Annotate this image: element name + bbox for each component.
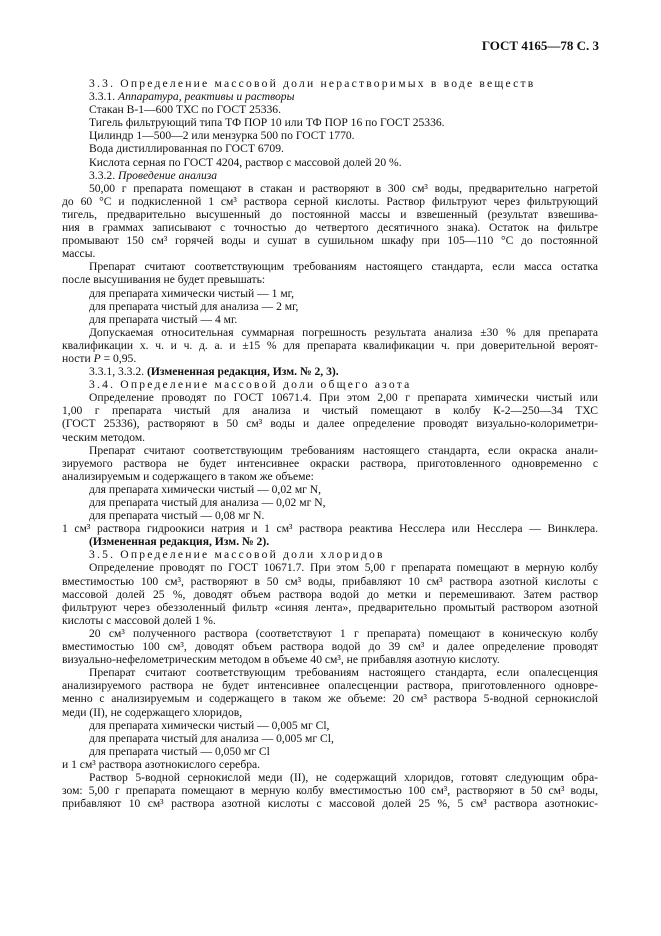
text-run: промывают 150 см³ горячей воды и сушат в сушильном шкафу при 105—110 °С до постоянной [62, 234, 598, 248]
text-line [62, 732, 598, 745]
text-run: зируемого раствора не будет интенсивнее окраски раствора, приготовленного одновременно с [62, 456, 598, 470]
section-heading [62, 77, 598, 90]
text-line [62, 640, 598, 653]
text-line [62, 273, 598, 286]
text-line [62, 287, 598, 300]
subheading-text: P [93, 351, 101, 365]
text-line [62, 483, 598, 496]
text-run: вместимостью 100 см³, доводят объем раствора водой до 39 см³ и далее определение проводят [62, 640, 598, 654]
text-line [62, 784, 598, 797]
text-line [62, 575, 598, 588]
text-run: фильтруют через обеззоленный фильтр «синяя лента», предварительно промытый раствором азотной [62, 600, 598, 614]
text-line [62, 313, 598, 326]
text-run: Вода дистиллированная по ГОСТ 6709. [89, 142, 284, 156]
text-line [62, 444, 598, 457]
text-run: вместимостью 100 см³, растворяют в 50 см³ воды, прибавляют 10 см³ раствора азотной кислоты с [62, 574, 598, 588]
text-run: для препарата чистый для анализа — 2 мг, [89, 299, 299, 313]
text-line [62, 496, 598, 509]
text-line [62, 561, 598, 574]
text-line [62, 90, 598, 103]
text-run: Определение проводят по ГОСТ 10671.4. При этом 2,00 г препарата химически чистый или [89, 391, 598, 405]
text-line [62, 116, 598, 129]
text-run: Раствор 5-водной сернокислой меди (II), не содержащий хлоридов, готовят следующим обра- [89, 770, 598, 784]
text-run: кислоты с массовой долей 1 %. [62, 613, 216, 627]
text-run: ности [62, 351, 94, 365]
text-line [62, 745, 598, 758]
text-run: 3.3. Определение массовой доли нерастворимых в воде веществ [89, 77, 536, 90]
text-run: для препарата химически чистый — 0,02 мг N, [89, 482, 322, 496]
text-line [62, 679, 598, 692]
text-run: 50,00 г препарата помещают в стакан и растворяют в 300 см³ воды, предварительно нагретой [89, 181, 598, 195]
text-run: массовой долей 25 %, доводят объем раствора водой до метки и перемешивают. Затем раствор [62, 587, 598, 601]
page-header: ГОСТ 4165—78 С. 3 [481, 38, 599, 53]
text-line [62, 391, 598, 404]
text-line [62, 535, 598, 548]
text-run: до 60 °С и подкисленной 1 см³ раствора серной кислоты. Раствор фильтруют через фильтрующий [62, 194, 598, 208]
text-run: Цилиндр 1—500—2 или мензурка 500 по ГОСТ 1770. [89, 129, 355, 143]
text-run: Тигель фильтрующий типа ТФ ПОР 10 или ТФ ПОР 16 по ГОСТ 25336. [89, 116, 445, 130]
subheading-text: Проведение анализа [117, 168, 218, 182]
text-line [62, 365, 598, 378]
text-run: анализируемого раствора не будет интенсивнее опалесценции раствора, приготовленного одновре- [62, 679, 598, 693]
text-line [62, 470, 598, 483]
text-line [62, 103, 598, 116]
text-line [62, 169, 598, 182]
text-line [62, 692, 598, 705]
text-line [62, 182, 598, 195]
text-run: Допускаемая относительная суммарная погрешность результата анализа ±30 % для препарата [89, 325, 598, 339]
text-line [62, 627, 598, 640]
text-line [62, 758, 598, 771]
text-line [62, 614, 598, 627]
text-run: Препарат считают соответствующим требованиям настоящего стандарта, если масса остатка [89, 260, 598, 274]
text-run: менно с анализируемым и содержащего в таком же объеме: 20 см³ раствора 5-водной сернокислой [62, 692, 598, 706]
text-line [62, 195, 598, 208]
text-run: Определение проводят по ГОСТ 10671.7. При этом 5,00 г препарата помещают в мерную колбу [89, 561, 598, 575]
text-line [62, 601, 598, 614]
text-line [62, 339, 598, 352]
text-run: 20 см³ полученного раствора (соответствуют 1 г препарата) помещают в коническую колбу [89, 626, 598, 640]
text-line [62, 457, 598, 470]
text-run: ния в граммах записывают с точностью до четвертого десятичного знака). Остаток на фильтре [62, 221, 598, 235]
text-line [62, 666, 598, 679]
document-body [62, 77, 598, 810]
text-run: визуально-нефелометрическим методом в объеме 40 см³, не прибавляя азотную кислоту. [62, 653, 500, 667]
text-run: для препарата химически чистый — 0,005 мг Cl, [89, 718, 330, 732]
text-run: 3.3.1, 3.3.2. [89, 365, 147, 379]
text-line [62, 352, 598, 365]
text-run: массы. [62, 247, 96, 261]
text-run: для препарата чистый — 0,050 мг Cl [89, 744, 270, 758]
text-run: (ГОСТ 25336), растворяют в 50 см³ воды и далее определение проводят визуально-колориметри- [62, 417, 598, 431]
text-run: 3.4. Определение массовой доли общего азота [89, 378, 412, 392]
text-run: анализируемым и содержащего в таком же объеме: [62, 469, 314, 483]
text-run: квалификации х. ч. и ч. д. а. и ±15 % для препарата квалификации ч. при доверительной вероят- [62, 338, 598, 352]
text-line [62, 404, 598, 417]
text-line [62, 719, 598, 732]
subheading-text: Аппаратура, реактивы и растворы [117, 90, 295, 104]
text-run: для препарата чистый — 4 мг. [89, 312, 238, 326]
text-line [62, 326, 598, 339]
text-line [62, 142, 598, 155]
text-run: зом: 5,00 г препарата помещают в мерную колбу вместимостью 100 см³, растворяют в 50 см³ воды, [62, 784, 598, 798]
revision-note: (Измененная редакция, Изм. № 2, 3). [146, 365, 339, 379]
text-run: 3.5. Определение массовой доли хлоридов [89, 548, 385, 562]
text-line [62, 156, 598, 169]
text-run: Препарат считают соответствующим требованиям настоящего стандарта, если опалесценция [89, 666, 598, 680]
text-run: меди (II), не содержащего хлоридов, [62, 705, 243, 719]
revision-note: (Измененная редакция, Изм. № 2). [89, 535, 270, 549]
text-line [62, 797, 598, 810]
text-line [62, 260, 598, 273]
text-run: Препарат считают соответствующим требованиям настоящего стандарта, если окраска анали- [89, 443, 598, 457]
text-line [62, 300, 598, 313]
text-line [62, 706, 598, 719]
text-line [62, 588, 598, 601]
text-line [62, 417, 598, 430]
section-heading [62, 548, 598, 561]
text-run: 1 см³ раствора гидроокиси натрия и 1 см³ раствора реактива Несслера или Несслера — Винклера. [62, 522, 598, 536]
text-run: 3.3.1. [89, 90, 118, 104]
text-run: Кислота серная по ГОСТ 4204, раствор с массовой долей 20 %. [89, 155, 402, 169]
text-run: = 0,95. [100, 351, 137, 365]
text-line [62, 522, 598, 535]
text-run: для препарата чистый для анализа — 0,02 мг N, [89, 496, 326, 509]
text-run: Стакан В-1—600 ТХС по ГОСТ 25336. [89, 103, 281, 117]
text-line [62, 771, 598, 784]
text-line [62, 221, 598, 234]
text-run: и 1 см³ раствора азотнокислого серебра. [62, 757, 261, 771]
text-line [62, 129, 598, 142]
text-run: 3.3.2. [89, 168, 118, 182]
text-line [62, 431, 598, 444]
text-line [62, 208, 598, 221]
text-run: ческим методом. [62, 430, 146, 444]
text-run: для препарата чистый — 0,08 мг N. [89, 509, 265, 523]
text-run: для препарата химически чистый — 1 мг, [89, 286, 295, 300]
text-line [62, 247, 598, 260]
text-run: 1,00 г препарата чистый для анализа и чистый помещают в колбу К-2—250—34 ТХС [62, 404, 598, 418]
text-run: после высушивания не будет превышать: [62, 273, 266, 287]
text-run: для препарата чистый для анализа — 0,005 мг Cl, [89, 731, 334, 745]
text-line [62, 509, 598, 522]
text-line [62, 234, 598, 247]
text-run: тигель, предварительно высушенный до постоянной массы и взвешенный (результат взвешива- [62, 207, 598, 221]
section-heading [62, 378, 598, 391]
text-run: прибавляют 10 см³ раствора азотной кислоты с массовой долей 25 %, 5 см³ раствора азотнокис- [62, 797, 598, 811]
text-line [62, 653, 598, 666]
